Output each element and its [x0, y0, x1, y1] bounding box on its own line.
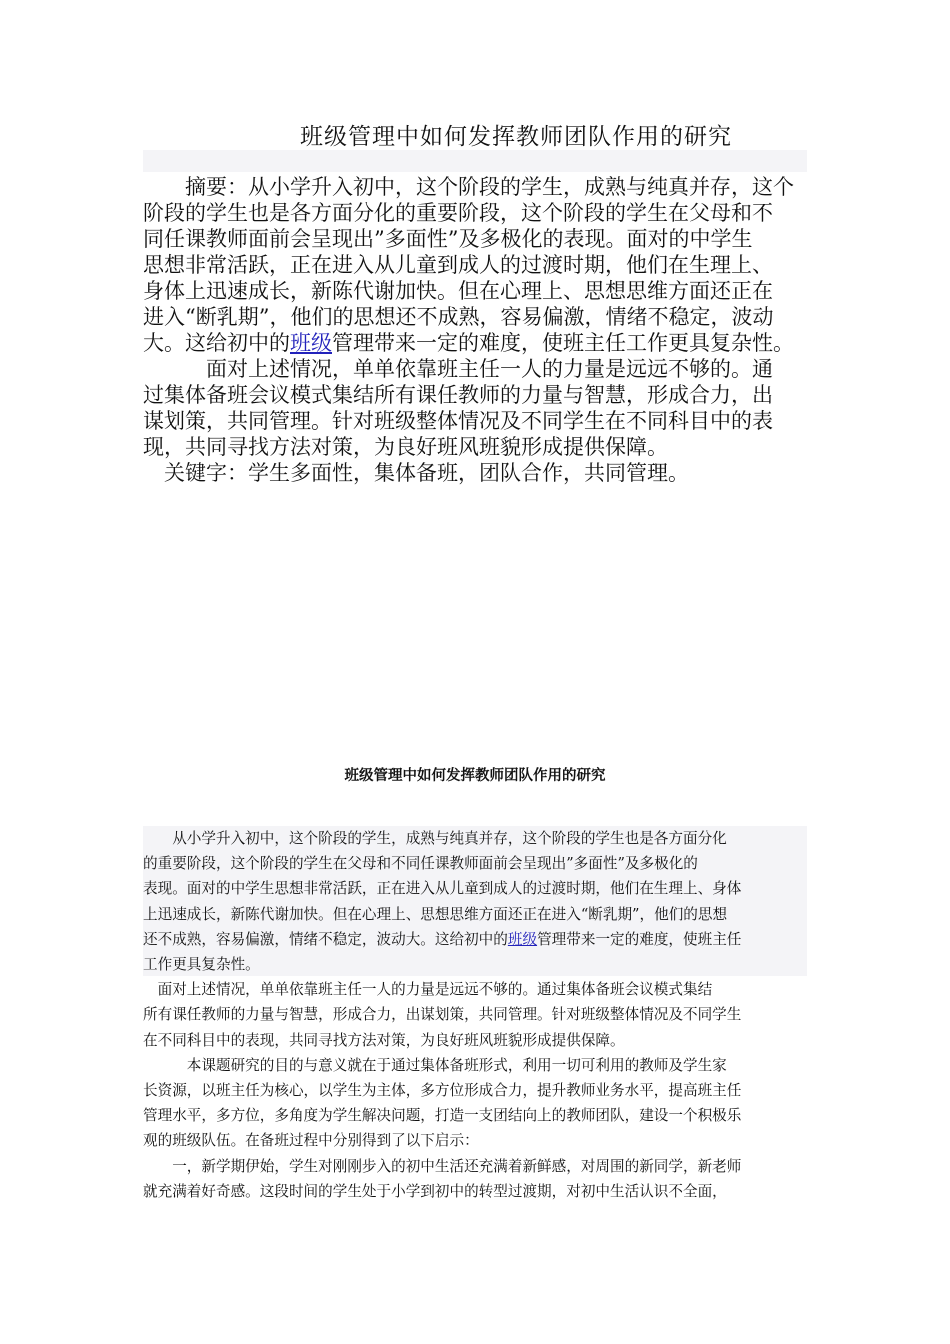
document-title-small: 班级管理中如何发挥教师团队作用的研究: [344, 768, 606, 784]
abstract-line: 摘要：从小学升入初中，这个阶段的学生，成熟与纯真并存，这个: [143, 175, 794, 199]
abstract-line: 身体上迅速成长，新陈代谢加快。但在心理上、思想思维方面还正在: [143, 279, 773, 303]
body-line: 长资源，以班主任为核心，以学生为主体，多方位形成合力，提升教师业务水平，提高班主任: [143, 1082, 742, 1100]
body-line: 所有课任教师的力量与智慧，形成合力，出谋划策，共同管理。针对班级整体情况及不同学生: [143, 1006, 742, 1024]
body-line: 在不同科目中的表现，共同寻找方法对策，为良好班风班貌形成提供保障。: [143, 1031, 625, 1049]
paragraph-line: 谋划策，共同管理。针对班级整体情况及不同学生在不同科目中的表: [143, 409, 773, 433]
body-line: [143, 927, 813, 952]
keywords-line: 关键字：学生多面性，集体备班，团队合作，共同管理。: [143, 461, 689, 485]
body-line: 表现。面对的中学生思想非常活跃，正在进入从儿童到成人的过渡时期，他们在生理上、身体: [143, 880, 742, 898]
body-text-block: [143, 826, 813, 1204]
body-line: 的重要阶段，这个阶段的学生在父母和不同任课教师面前会呈现出”多面性”及多极化的: [143, 855, 698, 873]
body-text: 管理带来一定的难度，使班主任: [537, 930, 742, 948]
abstract-line: 阶段的学生也是各方面分化的重要阶段，这个阶段的学生在父母和不: [143, 201, 773, 225]
abstract-text: 大。这给初中的: [143, 331, 290, 355]
body-line: 就充满着好奇感。这段时间的学生处于小学到初中的转型过渡期，对初中生活认识不全面，: [143, 1182, 727, 1200]
document-title-large: 班级管理中如何发挥教师团队作用的研究: [300, 124, 732, 150]
abstract-text: 管理带来一定的难度，使班主任工作更具复杂性。: [332, 331, 794, 355]
body-line: 从小学升入初中，这个阶段的学生，成熟与纯真并存，这个阶段的学生也是各方面分化: [143, 830, 727, 847]
body-line: 工作更具复杂性。: [143, 956, 260, 974]
body-line: 面对上述情况，单单依靠班主任一人的力量是远远不够的。通过集体备班会议模式集结: [143, 981, 713, 999]
body-line: 管理水平，多方位，多角度为学生解决问题，打造一支团结向上的教师团队，建设一个积极乐: [143, 1107, 742, 1125]
class-link[interactable]: 班级: [507, 930, 538, 948]
shaded-blank-band: [143, 150, 807, 172]
abstract-line: 进入“断乳期”，他们的思想还不成熟，容易偏激，情绪不稳定，波动: [143, 305, 774, 329]
abstract-line: 同任课教师面前会呈现出”多面性”及多极化的表现。面对的中学生: [143, 227, 753, 251]
abstract-block-large: [143, 174, 809, 486]
body-text: 还不成熟，容易偏激，情绪不稳定，波动大。这给初中的: [143, 930, 508, 948]
class-link[interactable]: 班级: [290, 331, 332, 355]
body-line: 观的班级队伍。在备班过程中分别得到了以下启示：: [143, 1132, 479, 1150]
body-line: 一，新学期伊始，学生对刚刚步入的初中生活还充满着新鲜感，对周围的新同学，新老师: [143, 1157, 742, 1175]
body-line: 上迅速成长，新陈代谢加快。但在心理上、思想思维方面还正在进入“断乳期”，他们的思想: [143, 905, 728, 923]
paragraph-line: 面对上述情况，单单依靠班主任一人的力量是远远不够的。通: [143, 357, 773, 381]
abstract-line: 思想非常活跃，正在进入从儿童到成人的过渡时期，他们在生理上、: [143, 253, 773, 277]
abstract-line: [143, 330, 809, 356]
paragraph-line: 现，共同寻找方法对策，为良好班风班貌形成提供保障。: [143, 435, 668, 459]
body-line: 本课题研究的目的与意义就在于通过集体备班形式，利用一切可利用的教师及学生家: [143, 1056, 727, 1074]
paragraph-line: 过集体备班会议模式集结所有课任教师的力量与智慧，形成合力，出: [143, 383, 773, 407]
